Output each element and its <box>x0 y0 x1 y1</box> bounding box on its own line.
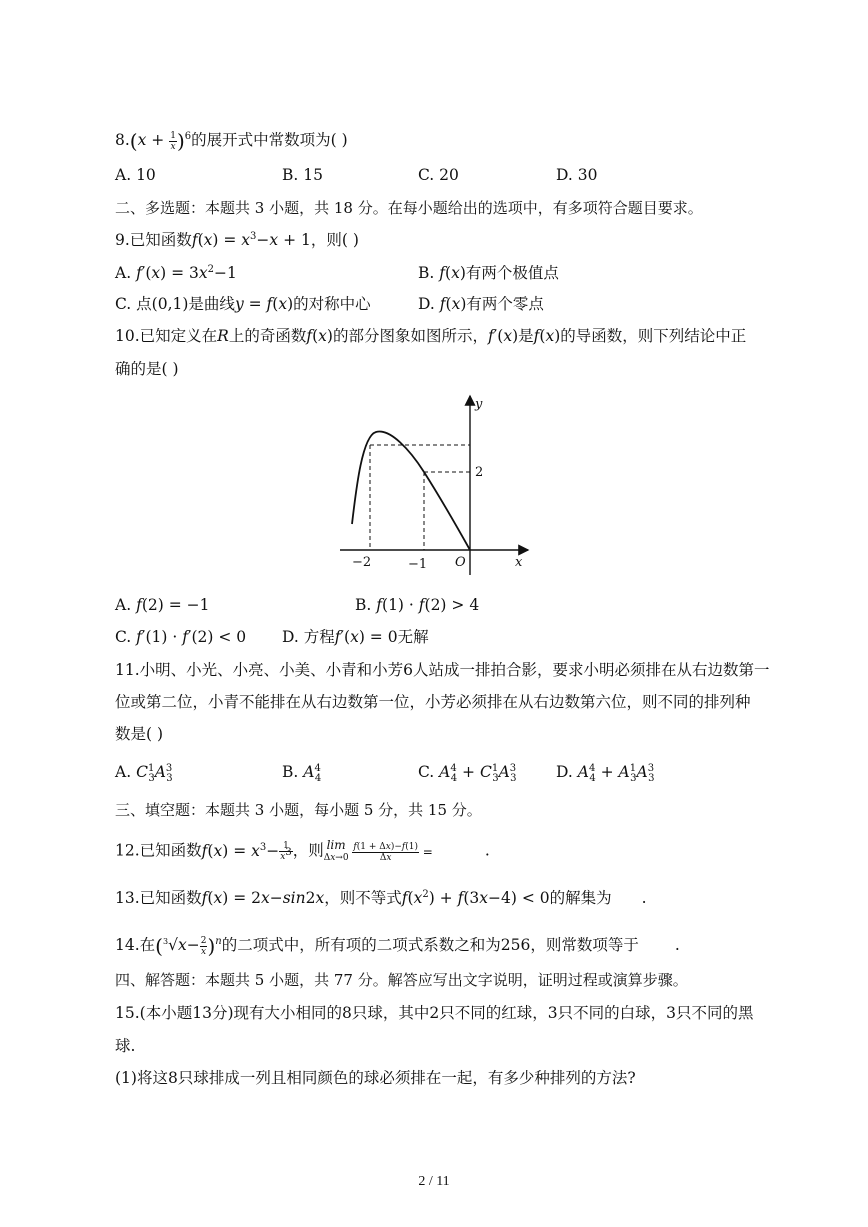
section-4-heading: 四、解答题：本题共 5 小题，共 77 分。解答应写出文字说明，证明过程或演算步骤。 <box>115 971 688 989</box>
q11-option-a: A. $C^1_3A^3_3$ <box>115 762 173 785</box>
origin-label: O <box>455 555 466 570</box>
q11-option-b: B. $A^4_4$ <box>282 762 322 785</box>
q15-line-2: 球. <box>115 1037 136 1055</box>
section-2-heading: 二、多选题：本题共 3 小题，共 18 分。在每小题给出的选项中，有多项符合题目要求。 <box>115 199 703 217</box>
q13-line: 13.已知函数f(x) = 2x−sin2x，则不等式$f(x^2) + f(3x-4) < 0$的解集为 . <box>115 888 647 907</box>
q15-part-1: (1)将这8只球排成一列且相同颜色的球必须排在一起，有多少种排列的方法? <box>115 1069 636 1087</box>
y-axis-label: y <box>475 397 483 412</box>
q9-function: $f(x) = x^3-x + 1$ <box>191 230 311 249</box>
q14-line: 14.在($^3$√x− $\frac{2}{x}$ )$^n$的二项式中，所有项的二项式系数之和为256，则常数项等于 . <box>115 934 680 958</box>
x-axis-label: x <box>515 555 523 570</box>
label-2: 2 <box>475 465 484 480</box>
q9-option-d: D. f(x)有两个零点 <box>418 295 544 313</box>
section-3-heading: 三、填空题：本题共 3 小题，每小题 5 分，共 15 分。 <box>115 801 482 819</box>
q8-text: 的展开式中常数项为( ) <box>191 131 348 149</box>
q10-option-a: A. f(2) = −1 <box>115 596 210 614</box>
q9-option-b: B. f(x)有两个极值点 <box>418 264 559 282</box>
q11-line-2: 位或第二位，小青不能排在从右边数第一位，小芳必须排在从右边数第六位，则不同的排列种 <box>115 693 751 711</box>
q10-line-1: 10.已知定义在R上的奇函数f(x)的部分图象如图所示，f′(x)是f(x)的导函数，则下列结论中正 <box>115 327 747 345</box>
q10-option-b: B. f(1) · f(2) > 4 <box>355 596 480 614</box>
q8-line <box>115 130 348 152</box>
function-graph <box>330 390 540 580</box>
page-number: 2 / 11 <box>418 1174 450 1189</box>
question-number: 8. <box>115 131 130 149</box>
q9-option-a: A. $f'(x) = 3x^2-1$ <box>115 263 237 282</box>
q9-option-c: C. 点(0,1)是曲线y = f(x)的对称中心 <box>115 295 371 313</box>
q11-line-1: 11.小明、小光、小亮、小美、小青和小芳6人站成一排拍合影，要求小明必须排在从右边数第一 <box>115 661 770 679</box>
q10-line-2: 确的是( ) <box>115 360 179 378</box>
q8-option-c: C. 20 <box>418 166 459 184</box>
q11-line-3: 数是( ) <box>115 725 164 743</box>
q8-option-b: B. 15 <box>282 166 323 184</box>
q12-line: 12.已知函数$f(x) = x^3-$ $\frac{1}{x^3}$ ，则 lim Δx→0 $\frac{f(1 + \Delta x)-f(1)}{\Delta x}$ = . <box>115 838 490 863</box>
q8-option-a: A. 10 <box>115 166 156 184</box>
q9-line: 9.已知函数$f(x) = x^3-x + 1$，则( ) <box>115 230 359 249</box>
q8-option-d: D. 30 <box>556 166 598 184</box>
q10-option-c: C. f′(1) · f′(2) < 0 <box>115 628 247 646</box>
label-minus-1: −1 <box>408 557 428 572</box>
q10-option-d: D. 方程f′(x) = 0无解 <box>282 628 429 646</box>
q8-expression: (x + $\frac{1}{x}$ )$^6$ <box>129 129 192 153</box>
q15-line-1: 15.(本小题13分)现有大小相同的8只球，其中2只不同的红球，3只不同的白球，3只不同的黑 <box>115 1004 754 1022</box>
q11-option-d: D. $A^4_4 + A^1_3A^3_3$ <box>556 762 655 785</box>
q11-option-c: C. $A^4_4 + C^1_3A^3_3$ <box>418 762 517 785</box>
label-minus-2: −2 <box>352 555 372 570</box>
